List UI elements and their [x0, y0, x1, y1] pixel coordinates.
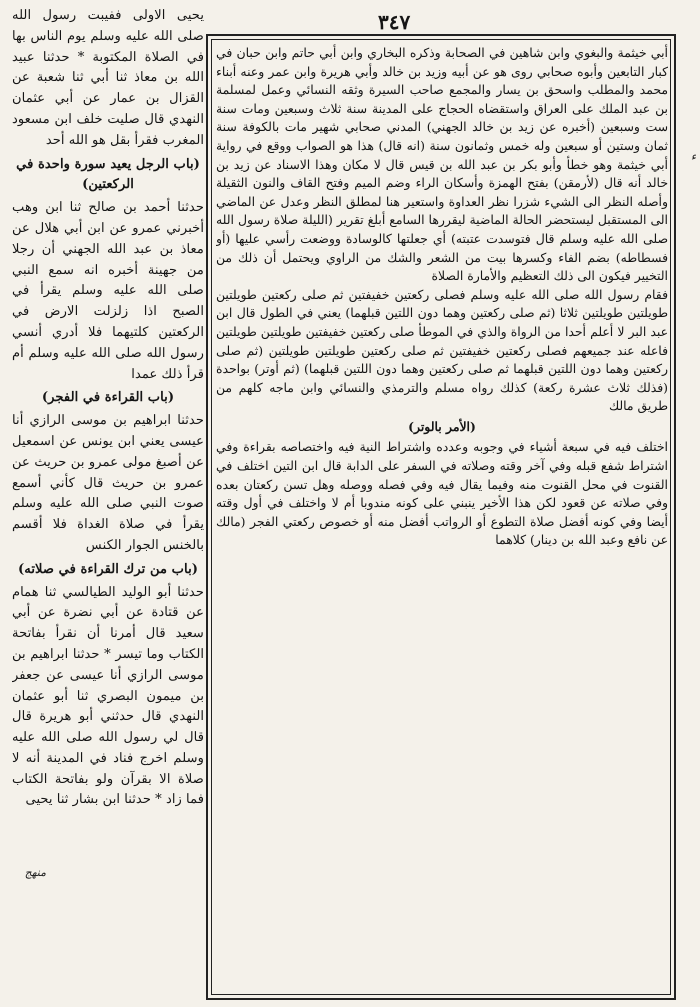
margin-paragraph: يحيى الاولى ففيبت رسول الله صلى الله عليه وسلم يوم الناس بها في الصلاة المكتوبة * حدثنا عبيد الله بن معاذ ثنا أبي ثنا شعبة عن القزال بن عمار عن أبي عثمان النهدي قال صليت خلف ابن مسعود المغرب فقرأ بقل هو الله أحد [12, 8, 204, 148]
main-paragraph: اختلف فيه في سبعة أشياء في وجوبه وعدده واشتراط النية فيه واختصاصه بقراءة وفي اشتراط شفع قبله وفي آخر وقته وصلاته في السفر على الدابة قال ابن التين اختلف في القنوت في محل القنوت منه وفيما يقال فيه وفي فصله ووصله وهل تسن ركعتان بعده وفي صلاته عن قعود لكن هذا الأخير ينبني على كونه مندوبا أم لا واختلف في أول وقته أيضا وفي كونه أفضل صلاة التطوع أو الرواتب أفضل منه أو خصوص ركعتي الفجر (مالك عن نافع وعبد الله بن دينار) كلاهما [216, 439, 668, 548]
margin-note-right: ء [690, 150, 696, 163]
main-paragraph: أبي خيثمة والبغوي وابن شاهين في الصحابة وذكره البخاري وابن أبي حاتم وابن حبان في كبار التابعين وأبوه صحابي روى هو عن أبيه وزيد بن خالد وأبي هريرة وابن عمر وعنه أبناء محمد والمطلب واسحق بن يسار والمجمع صاحب السيرة وثقه النسائي وعمل لمسلمة بن عبد الملك على العراق واستقضاه الحجاج على المدينة سنة ثلاث وسبعين ومات سنة ست وسبعين (أخبره عن زيد بن خالد الجهني) المدني صحابي شهير مات بالكوفة سنة ثمان وستين أو سبعين وله خمس وثمانون سنة (انه قال) هذا هو الصواب ووقع في رواية أبي خيثمة وهو خطأ وأبو بكر بن عبد الله بن قيس قال لا مكان وهذا الاسناد عن زيد بن خالد أنه قال (لأرمقن) بفتح الهمزة وأسكان الراء وضم الميم وفتح القاف والنون الثقيلة وأصله النظر الى الشيء شزرا نظر العداوة واستعير هنا لمطلق النظر وعدل عن الماضي الى المستقبل ليستحضر الحالة الماضية ليقررها السامع أبلغ تقرير (الليلة صلاة رسول الله صلى الله عليه وسلم قال فتوسدت عتبته) أي جعلتها كالوسادة ووضعت رأسي عليها (أو فسطاطه) بضم الفاء وكسرها بيت من الشعر والشك من الراوي ويحتمل أن ذلك من التخيير فيكون الى ذلك التعظيم والأمارة الصلاة [216, 45, 668, 284]
page-number: ٣٤٧ [378, 10, 411, 34]
margin-paragraph: حدثنا أبو الوليد الطيالسي ثنا همام عن قتادة عن أبي نضرة عن أبي سعيد قال أمرنا أن نقرأ بفاتحة الكتاب وما تيسر * حدثنا ابراهيم بن موسى الرازي أنا عيسى عن جعفر بن ميمون البصري ثنا أبو عثمان النهدي قال حدثني أبو هريرة قال قال لي رسول الله صلى الله عليه وسلم اخرج فناد في المدينة أنه لا صلاة الا بقرآن ولو بفاتحة الكتاب فما زاد * حدثنا ابن بشار ثنا يحيى [12, 584, 204, 808]
margin-heading: (باب من ترك القراءة في صلاته) [18, 561, 198, 577]
main-paragraph: فقام رسول الله صلى الله عليه وسلم فصلى ركعتين خفيفتين ثم صلى ركعتين طويلتين طويلتين طويلتين ثلاثا (ثم صلى ركعتين وهما دون اللتين قبلهما) يعني في الطول قال ابن عبد البر لا أعلم أحدا من الرواة والذي في الموطأ صلى ركعتين خفيفتين طويلتين طويلتين فاعله عند جميعهم فصلى ركعتين خفيفتين ثم صلى ركعتين طويلتين طويلتين (ثم صلى ركعتين وهما دون اللتين قبلهما ثم صلى ركعتين وهما دون اللتين قبلهما) (ثم أوتر) بواحدة (فذلك ثلاث عشرة ركعة) كذلك رواه مسلم والترمذي والنسائي وابن ماجه كلهم من طريق مالك [216, 286, 668, 414]
margin-heading: (باب الرجل يعيد سورة واحدة في الركعتين) [16, 156, 200, 193]
margin-column [12, 6, 204, 996]
margin-paragraph: حدثنا ابراهيم بن موسى الرازي أنا عيسى يعني ابن يونس عن اسمعيل عن أصبغ مولى عمرو بن حريث عن عمرو بن حريث قال كأني أسمع صوت النبي صلى الله عليه وسلم يقرأ في صلاة الغداة فلا أقسم بالخنس الجوار الكنس [12, 413, 204, 553]
main-column [216, 44, 668, 994]
section-heading: (الأمر بالوتر) [408, 418, 476, 434]
margin-heading: (باب القراءة في الفجر) [41, 390, 175, 406]
margin-note-left-bottom: منهج [24, 866, 46, 879]
margin-paragraph: حدثنا أحمد بن صالح ثنا ابن وهب أخبرني عمرو عن ابن أبي هلال عن معاذ بن عبد الله الجهني أن رجلا من جهينة أخبره انه سمع النبي صلى الله عليه وسلم يقرأ في الصبح اذا زلزلت الارض في الركعتين كلتيهما فلا أدري أنسي رسول الله صلى الله عليه وسلم أم قرأ ذلك عمدا [12, 200, 204, 382]
